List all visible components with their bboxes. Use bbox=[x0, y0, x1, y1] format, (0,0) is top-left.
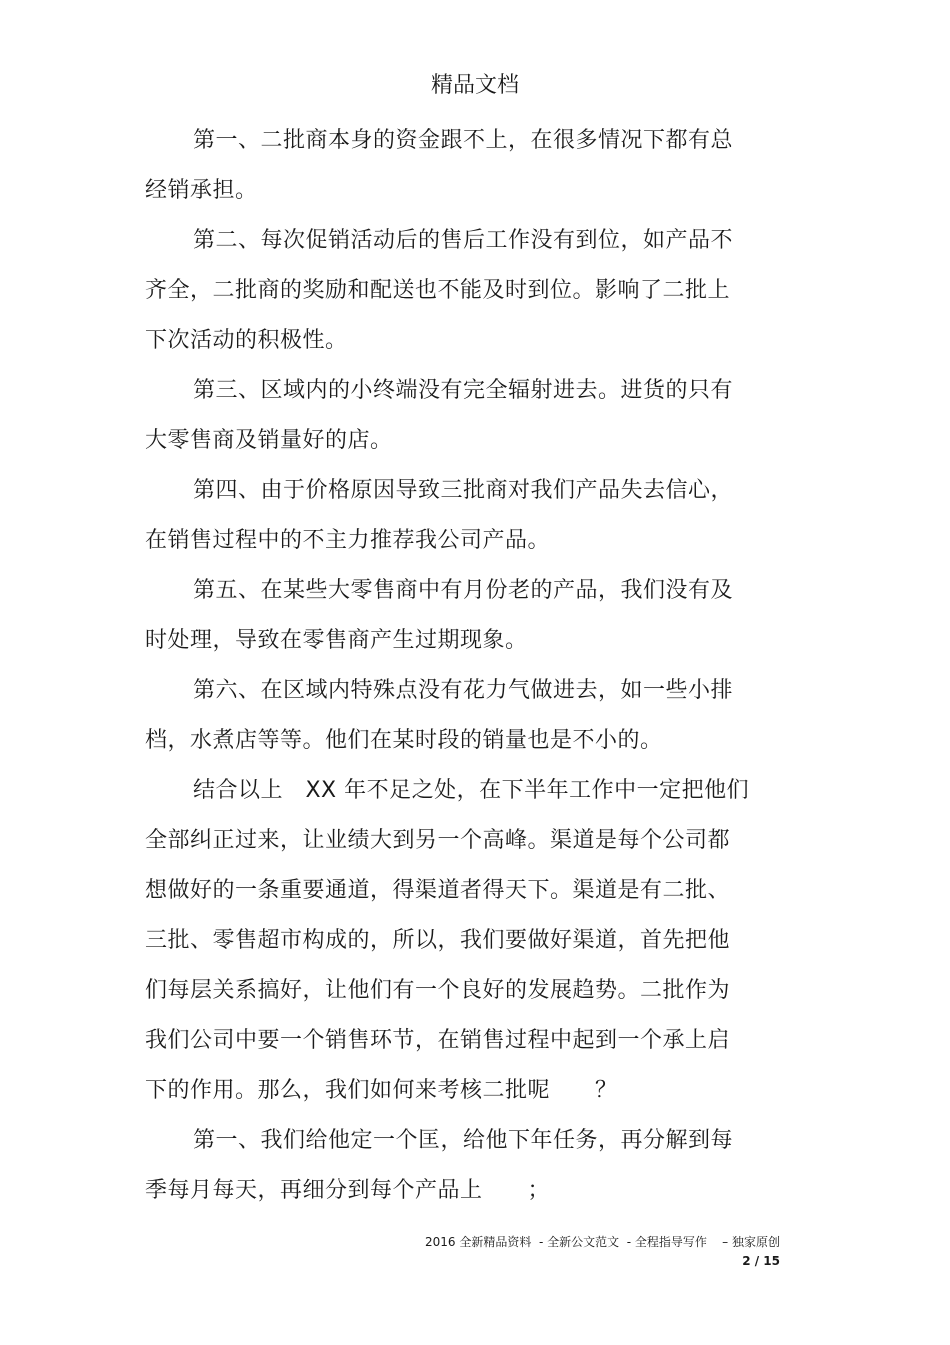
page-footer-text: 2016 全新精品资料 - 全新公文范文 - 全程指导写作 – 独家原创 bbox=[425, 1235, 780, 1249]
body-line: 第六、在区域内特殊点没有花力气做进去，如一些小排 bbox=[193, 678, 734, 703]
body-line: 第一、我们给他定一个匡，给他下年任务，再分解到每 bbox=[193, 1128, 734, 1153]
body-line: 经销承担。 bbox=[145, 178, 258, 203]
body-line: 下次活动的积极性。 bbox=[145, 328, 348, 353]
body-line: 季每月每天，再细分到每个产品上 ； bbox=[145, 1178, 550, 1203]
body-line: 第五、在某些大零售商中有月份老的产品，我们没有及 bbox=[193, 578, 734, 603]
body-line: 我们公司中要一个销售环节，在销售过程中起到一个承上启 bbox=[145, 1028, 731, 1053]
body-line: 下的作用。那么，我们如何来考核二批呢 ？ bbox=[145, 1078, 618, 1103]
body-line: 第二、每次促销活动后的售后工作没有到位，如产品不 bbox=[193, 228, 734, 253]
body-line: 第一、二批商本身的资金跟不上，在很多情况下都有总 bbox=[193, 128, 734, 153]
body-line: 结合以上 XX 年不足之处，在下半年工作中一定把他们 bbox=[193, 778, 750, 803]
body-line: 第三、区域内的小终端没有完全辐射进去。进货的只有 bbox=[193, 378, 734, 403]
body-line: 大零售商及销量好的店。 bbox=[145, 428, 393, 453]
body-line: 三批、零售超市构成的，所以，我们要做好渠道，首先把他 bbox=[145, 928, 731, 953]
body-line: 齐全，二批商的奖励和配送也不能及时到位。影响了二批上 bbox=[145, 278, 731, 303]
body-line: 全部纠正过来，让业绩大到另一个高峰。渠道是每个公司都 bbox=[145, 828, 731, 853]
page-header-title: 精品文档 bbox=[430, 73, 519, 98]
body-line: 们每层关系搞好，让他们有一个良好的发展趋势。二批作为 bbox=[145, 978, 731, 1003]
body-line: 时处理，导致在零售商产生过期现象。 bbox=[145, 628, 528, 653]
page-number: 2 / 15 bbox=[742, 1254, 780, 1268]
document-body bbox=[145, 116, 785, 1216]
body-line: 在销售过程中的不主力推荐我公司产品。 bbox=[145, 528, 551, 553]
body-line: 档，水煮店等等。他们在某时段的销量也是不小的。 bbox=[145, 728, 663, 753]
body-line: 想做好的一条重要通道，得渠道者得天下。渠道是有二批、 bbox=[145, 878, 731, 903]
body-line: 第四、由于价格原因导致三批商对我们产品失去信心， bbox=[193, 478, 734, 503]
